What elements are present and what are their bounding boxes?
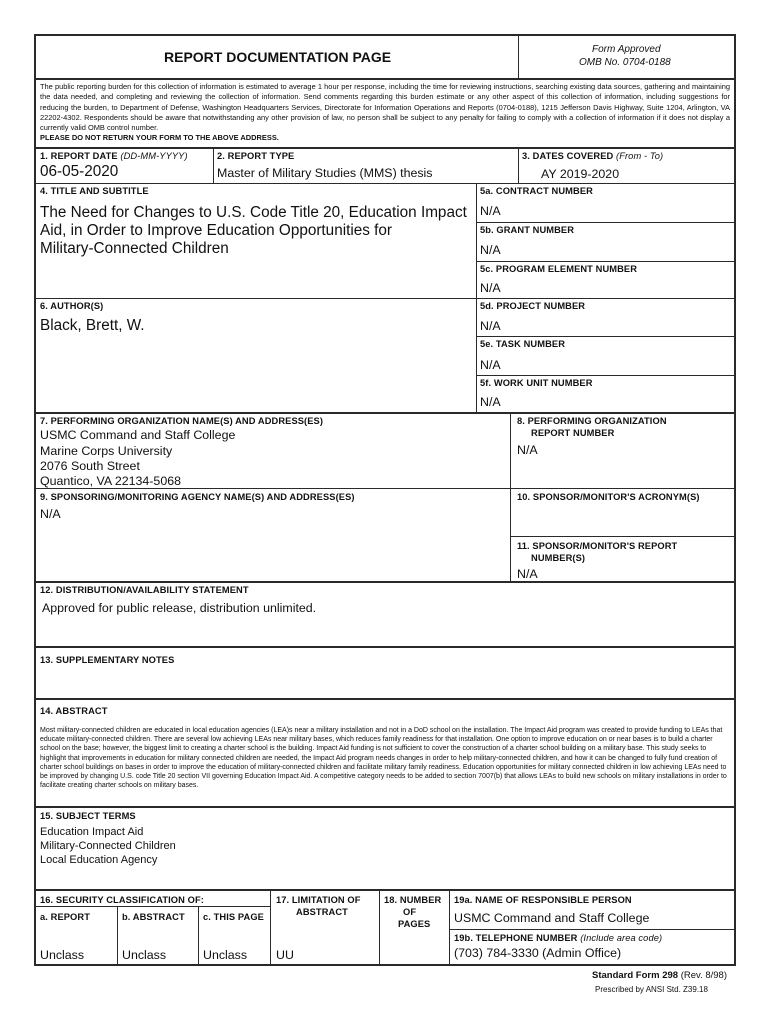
security-page-label: c. THIS PAGE xyxy=(203,912,264,922)
standard-form-label: Standard Form 298 (Rev. 8/98) xyxy=(592,970,727,981)
rule xyxy=(476,222,734,223)
burden-warning: PLEASE DO NOT RETURN YOUR FORM TO THE ABOVE ADDRESS. xyxy=(40,133,279,143)
grant-number-value[interactable]: N/A xyxy=(480,243,501,257)
performing-org-label: 7. PERFORMING ORGANIZATION NAME(S) AND ADDRESS(ES) xyxy=(40,416,324,426)
performing-org-line[interactable]: 2076 South Street xyxy=(40,459,140,473)
performing-report-label: 8. PERFORMING ORGANIZATION xyxy=(517,416,667,426)
authors-label: 6. AUTHOR(S) xyxy=(40,301,104,311)
sponsoring-agency-label: 9. SPONSORING/MONITORING AGENCY NAME(S) AND ADDRESS(ES) xyxy=(40,492,355,502)
dates-covered-value[interactable]: AY 2019-2020 xyxy=(541,167,620,181)
header-divider xyxy=(518,36,519,78)
pages-label: OF xyxy=(403,907,417,917)
security-report-label: a. REPORT xyxy=(40,912,90,922)
performing-report-label: REPORT NUMBER xyxy=(531,428,615,438)
report-type-label: 2. REPORT TYPE xyxy=(217,151,295,161)
supplementary-label: 13. SUPPLEMENTARY NOTES xyxy=(40,655,175,665)
pages-label: 18. NUMBER xyxy=(384,895,442,905)
report-date-label: 1. REPORT DATE (DD-MM-YYYY) xyxy=(40,151,188,161)
security-page-value[interactable]: Unclass xyxy=(203,948,248,962)
report-date-value[interactable]: 06-05-2020 xyxy=(40,163,119,180)
limitation-value[interactable]: UU xyxy=(276,948,294,962)
grant-number-label: 5b. GRANT NUMBER xyxy=(480,225,575,235)
sponsor-report-label: NUMBER(S) xyxy=(531,553,586,563)
task-number-label: 5e. TASK NUMBER xyxy=(480,339,566,349)
form-title: REPORT DOCUMENTATION PAGE xyxy=(164,49,392,65)
distribution-value[interactable]: Approved for public release, distribution unlimited. xyxy=(42,601,317,615)
performing-org-line[interactable]: USMC Command and Staff College xyxy=(40,428,236,442)
subject-term[interactable]: Local Education Agency xyxy=(40,854,158,866)
sf298-form xyxy=(34,34,736,966)
subject-term[interactable]: Military-Connected Children xyxy=(40,840,176,852)
rule xyxy=(510,536,734,537)
rule xyxy=(36,412,734,414)
burden-text: The public reporting burden for this collection of information is estimated to average 1 hour per response, including the time for reviewing instructions, searching existing data sources, gathering and maintaining the data needed, and completing and reviewing the collection of information. Send comments regarding this burden estimate or any other aspect of this collection of information, including suggestions for reducing the burden, to Department of Defense, Washington Headquarters Services, Directorate for Information Operations and Reports (0704-0188), 1215 Jefferson Davis Highway, Suite 1204, Arlington, VA 22202-4302. Respondents should be aware that notwithstanding any other provision of law, no person shall be subject to any penalty for failing to comply with a collection of information if it does not display a currently valid OMB control number. xyxy=(40,82,730,133)
security-report-value[interactable]: Unclass xyxy=(40,948,85,962)
rule xyxy=(36,906,270,907)
rule xyxy=(476,261,734,262)
authors-value[interactable]: Black, Brett, W. xyxy=(40,317,145,334)
contract-number-label: 5a. CONTRACT NUMBER xyxy=(480,186,593,196)
title-line[interactable]: Aid, in Order to Improve Education Opportunities for xyxy=(40,222,393,239)
dates-covered-label: 3. DATES COVERED (From - To) xyxy=(522,151,664,161)
work-unit-label: 5f. WORK UNIT NUMBER xyxy=(480,378,593,388)
omb-number: OMB No. 0704-0188 xyxy=(579,57,671,68)
performing-report-value[interactable]: N/A xyxy=(517,443,538,457)
title-line[interactable]: Military-Connected Children xyxy=(40,240,229,257)
divider xyxy=(379,889,380,964)
subject-terms-label: 15. SUBJECT TERMS xyxy=(40,811,136,821)
divider xyxy=(449,889,450,964)
rule xyxy=(36,183,734,184)
rule xyxy=(36,581,734,583)
sponsor-acronym-label: 10. SPONSOR/MONITOR'S ACRONYM(S) xyxy=(517,492,700,502)
rule xyxy=(476,375,734,376)
abstract-text: Most military-connected children are educated in local education agencies (LEA)s near a military installation and not in a DoD school on the installation. The Impact Aid program was created to provide funding to LEAs that educate military-connected children. There are several low achieving LEAs near military bases, which reduces family readiness for that installation. One option to improve education on or near bases is to build a charter school on the base; however, the biggest limit to creating a charter school is the building. Impact Aid funding is not sufficient to cover the construction of a charter school building on a military base. This study seeks to highlight that improvements in education for military connected children are needed, the Impact Aid program needs changes in order to help military-connected children, and how it can be changed to fully fund creation of charter school buildings on bases in order to improve the education of military-connected children and facilitate military family readiness. Education opportunities for military connected children in low achieving LEAs need to be improved by changing U.S. code Title 20 section VII governing Education Impact Aid. A competitive category needs to be added to section 7007(b) that allows LEAs to build new schools on military installations in order to facilitate creating charter schools on military bases. xyxy=(40,727,727,790)
task-number-value[interactable]: N/A xyxy=(480,358,501,372)
rule xyxy=(36,298,734,299)
sponsor-report-value[interactable]: N/A xyxy=(517,567,538,581)
form-approved-label: Form Approved xyxy=(592,44,661,55)
divider xyxy=(518,147,519,183)
limitation-label: ABSTRACT xyxy=(296,907,348,917)
program-element-label: 5c. PROGRAM ELEMENT NUMBER xyxy=(480,264,638,274)
rule xyxy=(36,147,734,149)
title-line[interactable]: The Need for Changes to U.S. Code Title 20, Education Impact xyxy=(40,204,467,221)
performing-org-line[interactable]: Quantico, VA 22134-5068 xyxy=(40,474,181,488)
sponsoring-agency-value[interactable]: N/A xyxy=(40,507,61,521)
rule xyxy=(449,929,734,930)
work-unit-value[interactable]: N/A xyxy=(480,395,501,409)
performing-org-line[interactable]: Marine Corps University xyxy=(40,444,173,458)
project-number-value[interactable]: N/A xyxy=(480,319,501,333)
rule xyxy=(36,698,734,700)
limitation-label: 17. LIMITATION OF xyxy=(276,895,361,905)
title-label: 4. TITLE AND SUBTITLE xyxy=(40,186,149,196)
distribution-label: 12. DISTRIBUTION/AVAILABILITY STATEMENT xyxy=(40,585,249,595)
security-abstract-value[interactable]: Unclass xyxy=(122,948,167,962)
divider xyxy=(198,906,199,964)
burden-statement xyxy=(40,82,730,144)
divider xyxy=(117,906,118,964)
project-number-label: 5d. PROJECT NUMBER xyxy=(480,301,586,311)
divider xyxy=(213,147,214,183)
abstract-label: 14. ABSTRACT xyxy=(40,706,108,716)
sponsor-report-label: 11. SPONSOR/MONITOR'S REPORT xyxy=(517,541,678,551)
responsible-person-value[interactable]: USMC Command and Staff College xyxy=(454,911,650,925)
rule xyxy=(36,889,734,891)
security-label: 16. SECURITY CLASSIFICATION OF: xyxy=(40,895,204,905)
rule xyxy=(476,336,734,337)
responsible-person-label: 19a. NAME OF RESPONSIBLE PERSON xyxy=(454,895,632,905)
telephone-value[interactable]: (703) 784-3330 (Admin Office) xyxy=(454,946,622,960)
telephone-label: 19b. TELEPHONE NUMBER (Include area code) xyxy=(454,933,663,943)
rule xyxy=(36,806,734,808)
program-element-value[interactable]: N/A xyxy=(480,281,501,295)
header-rule xyxy=(36,78,734,80)
contract-number-value[interactable]: N/A xyxy=(480,204,501,218)
divider xyxy=(270,889,271,964)
pages-label: PAGES xyxy=(398,919,431,929)
subject-term[interactable]: Education Impact Aid xyxy=(40,826,144,838)
prescribed-label: Prescribed by ANSI Std. Z39.18 xyxy=(595,985,708,994)
report-type-value[interactable]: Master of Military Studies (MMS) thesis xyxy=(217,166,433,180)
security-abstract-label: b. ABSTRACT xyxy=(122,912,185,922)
rule xyxy=(36,488,734,489)
divider xyxy=(510,412,511,581)
rule xyxy=(36,646,734,648)
